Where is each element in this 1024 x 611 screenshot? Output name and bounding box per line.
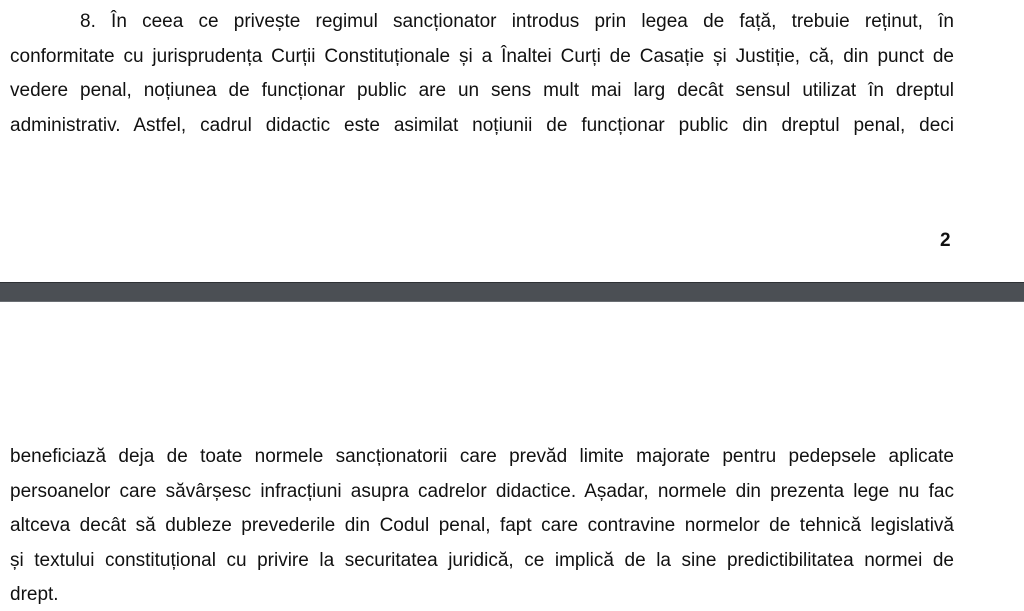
page-separator (0, 282, 1024, 302)
document-page-bottom (0, 302, 1024, 611)
paragraph-line: și textului constituțional cu privire la securitatea juridică, ce implică de la sine predictibilitatea normei de (10, 549, 954, 571)
paragraph-line: beneficiază deja de toate normele sancționatorii care prevăd limite majorate pentru pedepsele aplicate (10, 446, 954, 467)
paragraph-line: drept. (10, 584, 59, 605)
paragraph-line: persoanelor care săvârșesc infracțiuni asupra cadrelor didactice. Așadar, normele din prezenta lege nu fac (10, 480, 954, 502)
paragraph-8 (10, 5, 954, 143)
page-number: 2 (940, 230, 951, 251)
paragraph-line: 8. În ceea ce privește regimul sancționator introdus prin legea de față, trebuie reținut, în (80, 11, 954, 32)
paragraph-line: altceva decât să dubleze prevederile din Codul penal, fapt care contravine normelor de tehnică legislativă (10, 515, 954, 536)
document-page-top (0, 0, 1024, 282)
paragraph-line: vedere penal, noțiunea de funcționar public are un sens mult mai larg decât sensul utilizat în dreptul (10, 80, 954, 101)
paragraph-continuation (10, 440, 954, 611)
paragraph-line: conformitate cu jurisprudența Curții Constituționale și a Înaltei Curți de Casație și Justiție, că, din punct de (10, 45, 954, 67)
paragraph-line: administrativ. Astfel, cadrul didactic este asimilat noțiunii de funcționar public din dreptul penal, deci (10, 114, 954, 136)
